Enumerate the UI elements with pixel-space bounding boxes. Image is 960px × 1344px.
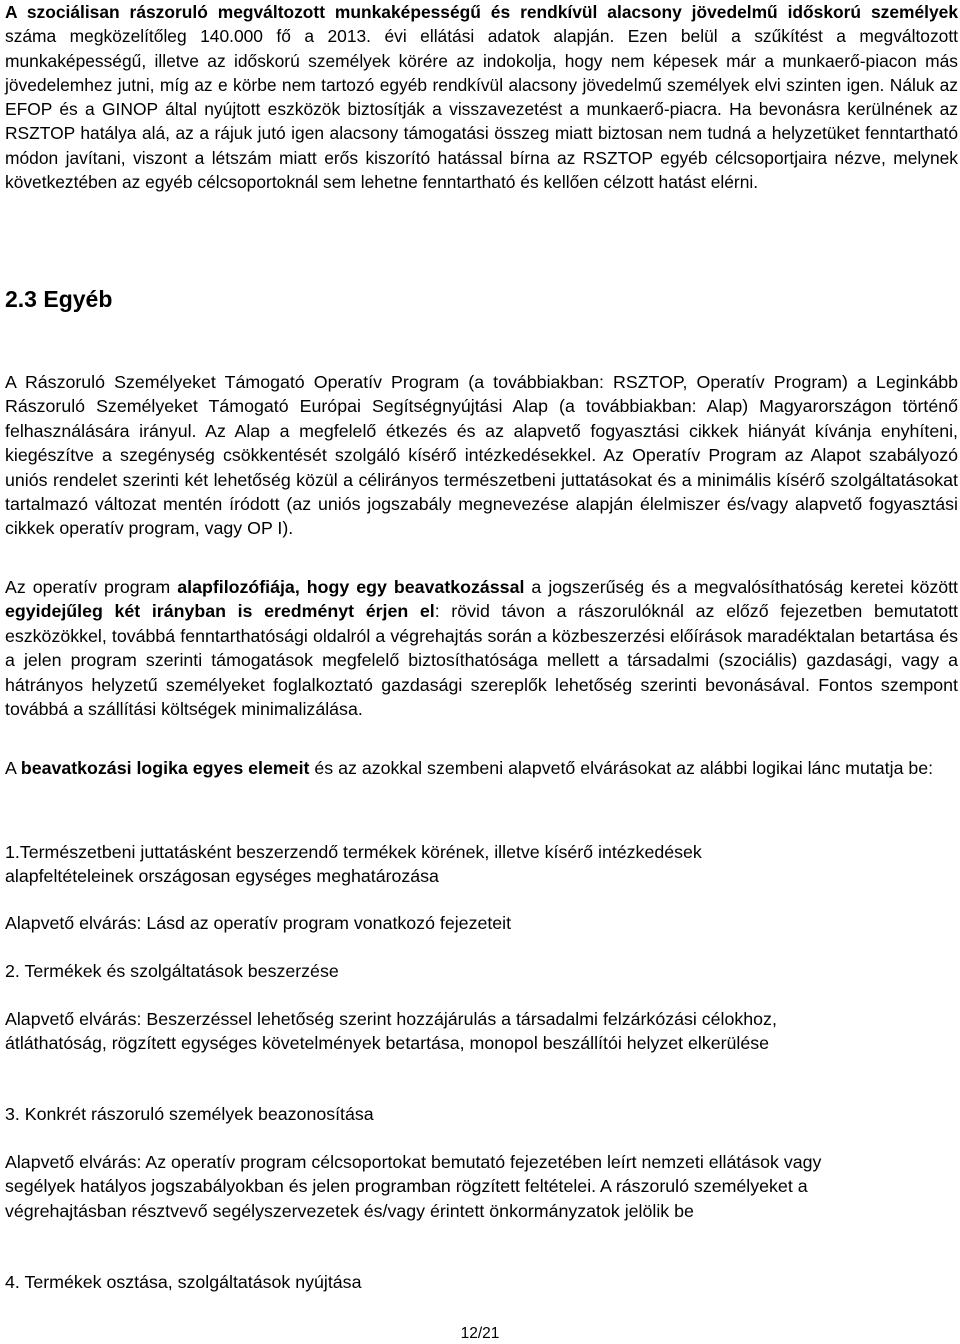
logic-step-2: 2. Termékek és szolgáltatások beszerzése <box>5 961 339 981</box>
section-heading: 2.3 Egyéb <box>5 286 113 312</box>
logic-step-3: 3. Konkrét rászoruló személyek beazonosítása <box>5 1104 374 1124</box>
page-number: 12/21 <box>460 1325 500 1342</box>
bold-lead: A szociálisan rászoruló megváltozott munkaképességű és rendkívül alacsony jövedelmű időskorú személyek <box>5 2 958 22</box>
logic-step-4: 4. Termékek osztása, szolgáltatások nyújtása <box>5 1272 362 1292</box>
paragraph-text: száma megközelítőleg 140.000 fő a 2013. évi ellátási adatok alapján. Ezen belül a szűkítést a megváltozott munkaképességű, illetve az időskorú személyek körére az indokolja, hogy nem képesek már a munkaerő-piacon más jövedelemhez jutni, míg az e körbe nem tartozó egyéb rendkívül alacsony jövedelmű személyek elvi szinten igen. Náluk az EFOP és a GINOP által nyújtott eszközök biztosítják a visszavezetést a munkaerő-piacra. Ha bevonásra kerülnének az RSZTOP hatálya alá, az a rájuk jutó igen alacsony támogatási összeg miatt biztosan nem tudná a helyzetüket fenntartható módon javítani, viszont a létszám miatt erős kiszorító hatással bírna az RSZTOP egyéb célcsoportjaira nézve, melynek következtében az egyéb célcsoportoknál sem lehetne fenntartható és kellően célzott hatást elérni. <box>5 26 958 192</box>
logic-expectation-1: Alapvető elvárás: Lásd az operatív program vonatkozó fejezeteit <box>5 913 512 933</box>
bold-phrase: alapfilozófiája, hogy egy beavatkozással <box>177 577 525 597</box>
paragraph-program-philosophy: Az operatív program alapfilozófiája, hogy egy beavatkozással a jogszerűség és a megvalósíthatóság keretei között egyidejűleg két irányban is eredményt érjen el: rövid távon a rászorulóknál az előző fejezetben bemutatott eszközökkel, továbbá fenntarthatósági oldalról a végrehajtás során a közbeszerzési előírások maradéktalan betartása és a jelen program szerinti támogatások megfelelő biztosíthatósága mellett a társadalmi (szociális) gazdasági, vagy a hátrányos helyzetű személyeket foglalkoztató gazdasági szereplők lehetőség szerinti bevonásával. Fontos szempont továbbá a szállítási költségek minimalizálása. <box>5 577 958 720</box>
bold-phrase: beavatkozási logika egyes elemeit <box>20 758 310 778</box>
paragraph-program-intro: A Rászoruló Személyeket Támogató Operatív Program (a továbbiakban: RSZTOP, Operatív Program) a Leginkább Rászoruló Személyeket Támogató Európai Segítségnyújtási Alap (a továbbiakban: Alap) Magyarországon történő felhasználására irányul. Az Alap a megfelelő étkezés és az alapvető fogyasztási cikkek hiányát kívánja enyhíteni, kiegészítve a szegénység csökkentését szolgáló kísérő intézkedésekkel. Az Operatív Program az Alapot szabályozó uniós rendelet szerinti két lehetőség közül a célirányos természetbeni juttatásokat és a minimális kísérő szolgáltatásokat tartalmazó változat mentén íródott (az uniós jogszabály megnevezése alapján élelmiszer és/vagy alapvető fogyasztási cikkek operatív program, vagy OP I). <box>5 372 958 539</box>
paragraph-logic-intro: A beavatkozási logika egyes elemeit és az azokkal szembeni alapvető elvárásokat az alábbi logikai lánc mutatja be: <box>5 758 934 778</box>
logic-expectation-3: Alapvető elvárás: Az operatív program célcsoportokat bemutató fejezetében leírt nemzeti ellátások vagy segélyek hatályos jogszabályokban és jelen programban rögzített feltételei. A rászoruló személyeket a végrehajtásban résztvevő segélyszervezetek és/vagy érintett önkormányzatok jelölik be <box>5 1152 822 1221</box>
bold-phrase: egyidejűleg két irányban is eredményt érjen el <box>5 601 435 622</box>
paragraph-target-group <box>5 0 958 194</box>
logic-expectation-2: Alapvető elvárás: Beszerzéssel lehetőség szerint hozzájárulás a társadalmi felzárkózási célokhoz, átláthatóság, rögzített egységes követelmények betartása, monopol beszállítói helyzet elkerülése <box>5 1009 777 1054</box>
logic-step-1: 1.Természetbeni juttatásként beszerzendő termékek körének, illetve kísérő intézkedések alapfeltételeinek országosan egységes meghatározása <box>5 842 702 887</box>
